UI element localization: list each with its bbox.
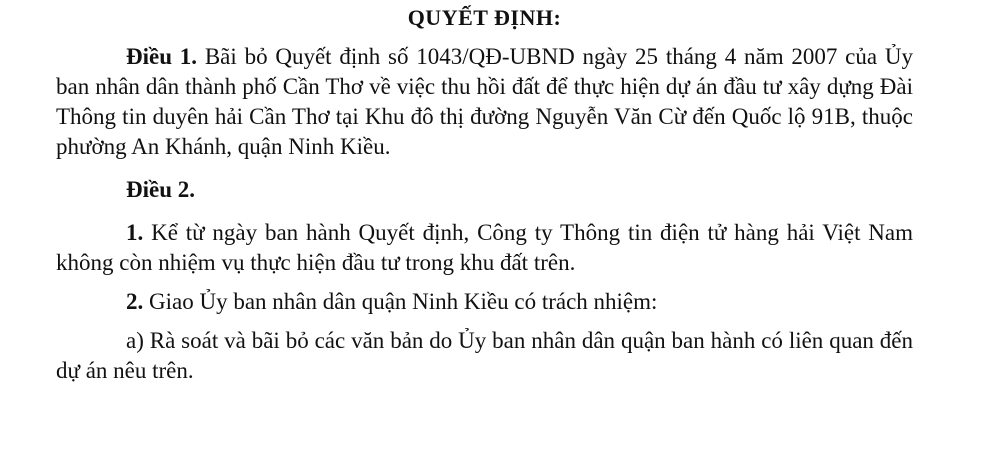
article-2-label-line [56,175,913,205]
article-2-item-2 [56,287,913,317]
article-1-label: Điều 1. [126,44,198,69]
article-2-item-1-label: 1. [126,220,144,245]
decision-heading: QUYẾT ĐỊNH: [407,5,562,30]
article-2-item-2-text: Giao Ủy ban nhân dân quận Ninh Kiều có trách nhiệm: [149,289,658,314]
article-2-item-2a [56,326,913,386]
article-2-item-1 [56,218,913,278]
article-2-item-2a-text: a) Rà soát và bãi bỏ các văn bản do Ủy ban nhân dân quận ban hành có liên quan đến dự án nêu trên. [56,328,913,383]
article-1-text: Bãi bỏ Quyết định số 1043/QĐ-UBND ngày 25 tháng 4 năm 2007 của Ủy ban nhân dân thành phố Cần Thơ về việc thu hồi đất để thực hiện dự án đầu tư xây dựng Đài Thông tin duyên hải Cần Thơ tại Khu đô thị đường Nguyễn Văn Cừ đến Quốc lộ 91B, thuộc phường An Khánh, quận Ninh Kiều. [56,44,913,159]
decision-document [56,4,913,386]
article-2-item-1-text: Kể từ ngày ban hành Quyết định, Công ty Thông tin điện tử hàng hải Việt Nam không còn nhiệm vụ thực hiện đầu tư trong khu đất trên. [56,220,913,275]
article-1 [56,42,913,162]
article-2-item-2-label: 2. [126,289,144,314]
article-2-label: Điều 2. [126,177,195,202]
